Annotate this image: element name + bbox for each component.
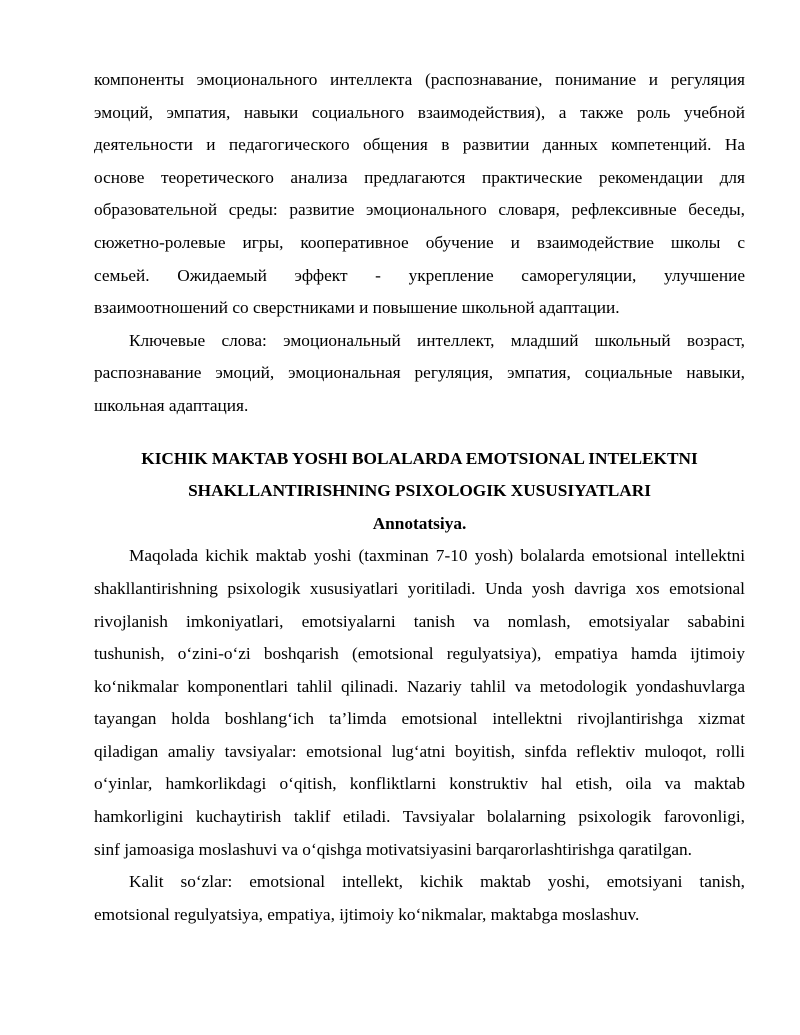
text-line: взаимоотношений со сверстниками и повышение школьной адаптации. xyxy=(94,298,620,318)
text-line: ko‘nikmalar komponentlari tahlil qilinadi. Nazariy tahlil va metodologik yondashuvlarga xyxy=(94,676,745,696)
text-line: hamkorligini kuchaytirish taklif etiladi. Tavsiyalar bolalarning psixologik farovonligi, xyxy=(94,807,745,827)
text-line: sinf jamoasiga moslashuvi va o‘qishga motivatsiyasini barqarorlashtirishga qaratilgan. xyxy=(94,839,692,859)
text-line: Ключевые слова: эмоциональный интеллект, младший школьный возраст, xyxy=(129,330,745,350)
title-line: KICHIK MAKTAB YOSHI BOLALARDA EMOTSIONAL INTELEKTNI xyxy=(141,448,698,468)
title-line: SHAKLLANTIRISHNING PSIXOLOGIK XUSUSIYATLARI xyxy=(188,481,651,501)
text-line: rivojlanish imkoniyatlari, emotsiyalarni tanish va nomlash, emotsiyalar sababini xyxy=(94,611,745,631)
section-gap xyxy=(94,423,745,443)
text-line: o‘yinlar, hamkorlikdagi o‘qitish, konfliktlarni konstruktiv hal etish, oila va maktab xyxy=(94,774,745,794)
text-line: emotsional regulyatsiya, empatiya, ijtimoiy ko‘nikmalar, maktabga moslashuv. xyxy=(94,904,640,924)
text-line: qiladigan amaliy tavsiyalar: emotsional lug‘atni boyitish, sinfda reflektiv muloqot, rolli xyxy=(94,741,745,761)
annotation-heading: Annotatsiya. xyxy=(372,513,467,533)
uzbek-title xyxy=(94,443,745,541)
uzbek-keywords-paragraph xyxy=(94,866,745,931)
text-line: сюжетно-ролевые игры, кооперативное обучение и взаимодействие школы с xyxy=(94,232,745,252)
text-line: семьей. Ожидаемый эффект - укрепление саморегуляции, улучшение xyxy=(94,265,745,285)
document-page xyxy=(94,64,745,931)
text-line: эмоций, эмпатия, навыки социального взаимодействия), а также роль учебной xyxy=(94,102,745,122)
text-line: shakllantirishning psixologik xususiyatlari yoritiladi. Unda yosh davriga xos emotsional xyxy=(94,578,745,598)
uzbek-abstract-paragraph xyxy=(94,540,745,866)
text-line: распознавание эмоций, эмоциональная регуляция, эмпатия, социальные навыки, xyxy=(94,363,745,383)
russian-abstract-paragraph xyxy=(94,64,745,325)
text-line: школьная адаптация. xyxy=(94,395,249,415)
text-line: образовательной среды: развитие эмоционального словаря, рефлексивные беседы, xyxy=(94,200,745,220)
text-line: компоненты эмоционального интеллекта (распознавание, понимание и регуляция xyxy=(94,70,745,89)
text-line: Kalit so‘zlar: emotsional intellekt, kichik maktab yoshi, emotsiyani tanish, xyxy=(129,872,745,892)
russian-keywords-paragraph xyxy=(94,325,745,423)
text-line: деятельности и педагогического общения в развитии данных компетенций. На xyxy=(94,135,745,155)
text-line: tushunish, o‘zini-o‘zi boshqarish (emotsional regulyatsiya), empatiya hamda ijtimoiy xyxy=(94,644,745,664)
text-line: Maqolada kichik maktab yoshi (taxminan 7-10 yosh) bolalarda emotsional intellektni xyxy=(129,546,745,566)
text-line: tayangan holda boshlang‘ich ta’limda emotsional intellektni rivojlantirishga xizmat xyxy=(94,709,745,729)
text-line: основе теоретического анализа предлагаются практические рекомендации для xyxy=(94,167,745,187)
